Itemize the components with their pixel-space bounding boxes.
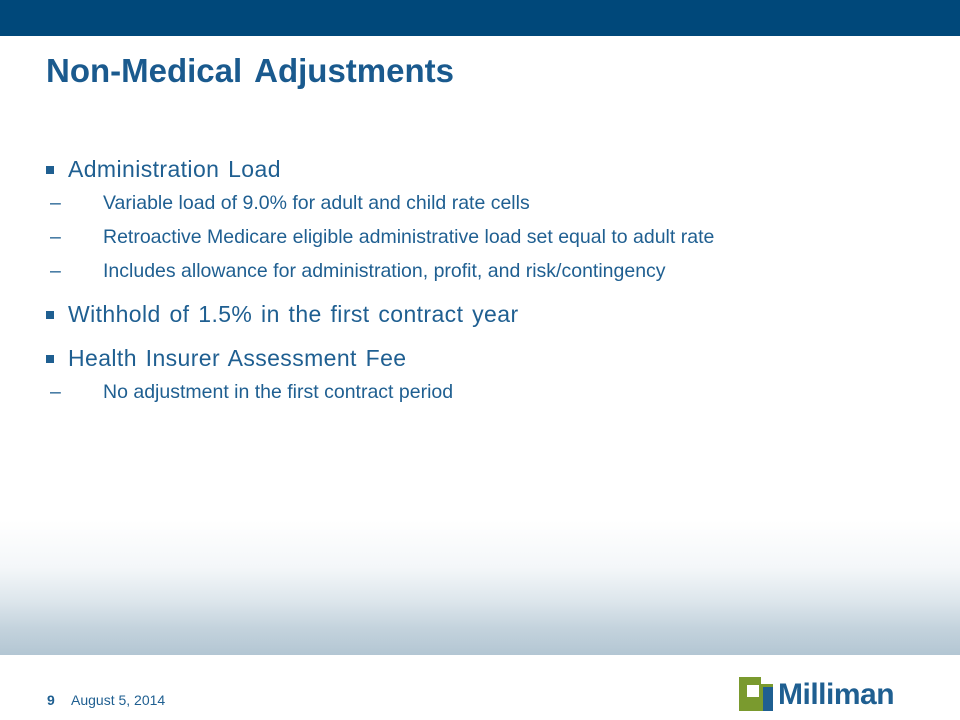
footer	[0, 655, 960, 720]
dash-bullet-icon: –	[50, 226, 61, 248]
slide-title: Non-Medical Adjustments	[46, 52, 454, 89]
page-number: 9	[47, 692, 55, 708]
dash-bullet-icon: –	[50, 192, 61, 214]
sub-bullet-retroactive-load	[46, 224, 906, 251]
milliman-logo	[739, 677, 939, 711]
sub-bullet-text: No adjustment in the first contract period	[103, 381, 454, 403]
bullet-text: Administration Load	[68, 156, 281, 182]
decorative-gradient-band	[0, 520, 960, 655]
dash-bullet-icon: –	[50, 381, 61, 403]
slide-content	[46, 152, 906, 413]
square-bullet-icon	[46, 311, 54, 319]
sub-bullet-no-adjustment	[46, 379, 906, 406]
square-bullet-icon	[46, 355, 54, 363]
sub-bullet-text: Retroactive Medicare eligible administrative load set equal to adult rate	[103, 226, 715, 248]
footer-date: August 5, 2014	[71, 692, 166, 708]
milliman-logo-mark-icon	[739, 677, 773, 711]
sub-bullet-text: Includes allowance for administration, profit, and risk/contingency	[103, 260, 666, 282]
sub-bullet-variable-load	[46, 190, 906, 217]
dash-bullet-icon: –	[50, 260, 61, 282]
bullet-text: Withhold of 1.5% in the first contract year	[68, 301, 519, 327]
sub-bullet-list	[46, 190, 906, 285]
bullet-text: Health Insurer Assessment Fee	[68, 345, 407, 371]
bullet-withhold	[46, 297, 906, 331]
sub-bullet-list	[46, 379, 906, 406]
logo-wordmark: Milliman	[778, 678, 895, 711]
bullet-health-insurer-fee	[46, 341, 906, 375]
sub-bullet-allowance	[46, 258, 906, 285]
header-bar	[0, 0, 960, 36]
bullet-administration-load	[46, 152, 906, 186]
square-bullet-icon	[46, 166, 54, 174]
sub-bullet-text: Variable load of 9.0% for adult and child rate cells	[103, 192, 530, 214]
